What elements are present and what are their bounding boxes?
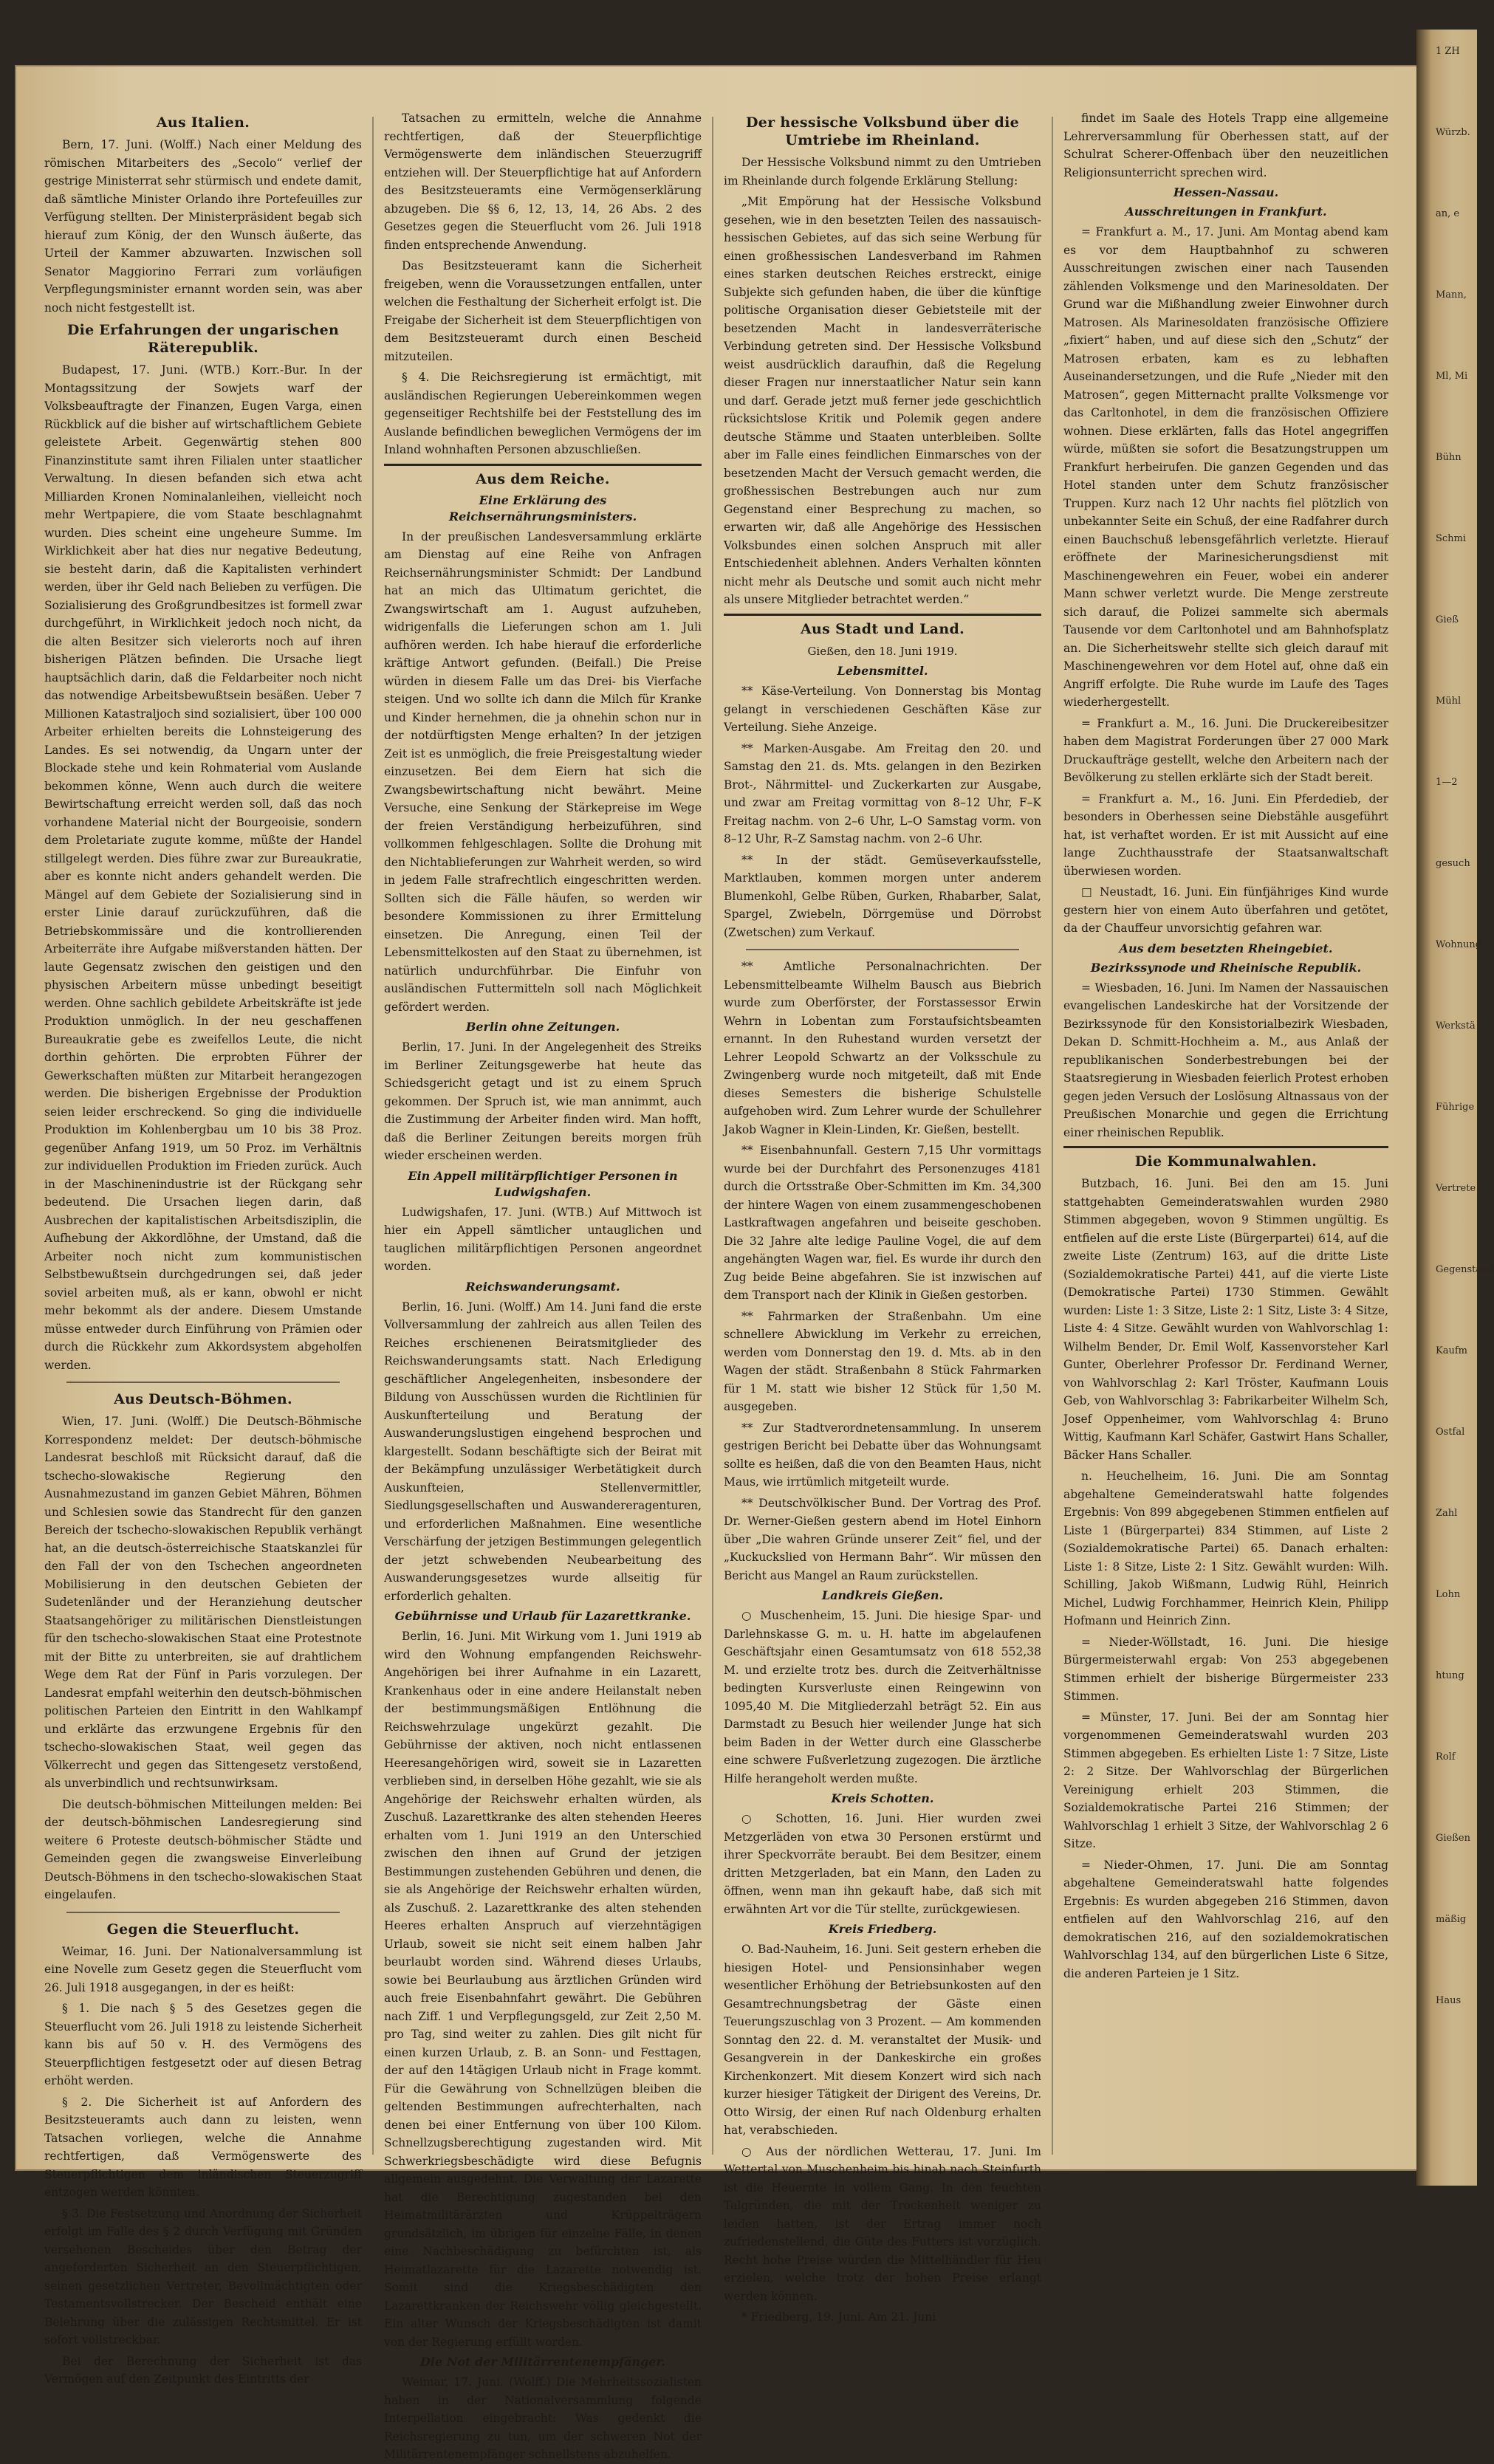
article-paragraph: Weimar, 16. Juni. Der Nationalversammlung ist eine Novelle zum Gesetz gegen die Steuerflucht vom 26. Juli 1918 ausgegangen, in der es heißt: — [44, 1944, 362, 1994]
article-heading: Der hessische Volksbund über die Umtriebe im Rheinland. — [745, 114, 1020, 148]
dateline: Gießen, den 18. Juni 1919. — [807, 644, 958, 658]
article-paragraph: Tatsachen zu ermitteln, welche die Annahme rechtfertigen, daß der Steuerpflichtige Vermögenswerte dem inländischen Steuerzugriff entziehen will. Der Steuerpflichtige hat auf Anfordern des Besitzsteueramts eine Vermögenserklärung abzugeben. Die §§ 6, 12, 13, 14, 26 Abs. 2 des Gesetzes gegen die Steuerflucht vom 26. Juli 1918 finden entsprechende Anwendung. — [384, 111, 702, 252]
bleed-snippet: Mühl — [1436, 696, 1462, 707]
article-paragraph: Die deutsch-böhmischen Mitteilungen melden: Bei der deutsch-böhmischen Landesregierung sind weitere 6 Proteste deutsch-böhmischer Städte und Gemeinden gegen die zwangsweise Einverleibung Deutsch-Böhmens in den tschecho-slowakischen Staat eingelaufen. — [44, 1797, 362, 1901]
article-paragraph: Berlin, 16. Juni. (Wolff.) Am 14. Juni fand die erste Vollversammlung der zahlreich aus allen Teilen des Reiches erschienenen Beiratsmitglieder des Reichswanderungsamts statt. Nach Erledigung geschäftlicher Angelegenheiten, insbesondere der Bildung von Ausschüssen wurden die Richtlinien für Auskunfterteilung und Beratung der Auswanderungslustigen eingehend besprochen und klargestellt. Sodann beschäftigte sich der Beirat mit der Bekämpfung unzulässiger Werbetätigkeit durch Auskunfteien, Stellenvermittler, Siedlungsgesellschaften und Auswandereragenturen, und erforderlichen Maßnahmen. Eine wesentliche Verschärfung der jetzigen Bestimmungen gelegentlich der jetzt schwebenden Neubearbeitung des Auswanderungsgesetzes wurde allseitig für erforderlich gehalten. — [384, 1300, 702, 1603]
article-paragraph: * Friedberg, 19. Juni. Am 21. Juni — [741, 2310, 936, 2324]
section-rule — [384, 464, 702, 466]
bleed-snippet: Rolf — [1436, 1751, 1456, 1763]
section-rule — [1063, 1146, 1388, 1148]
article-subheading: Die Not der Militärrentenempfänger. — [420, 2355, 665, 2369]
article-paragraph: = Nieder-Wöllstadt, 16. Juni. Die hiesige Bürgermeisterwahl ergab: Von 253 abgegebenen Stimmen erhielt der bisherige Bürgermeister 233 Stimmen. — [1063, 1635, 1388, 1703]
column-1 — [44, 109, 362, 2386]
bleed-snippet: Gegenstand — [1436, 1264, 1494, 1275]
article-paragraph: § 4. Die Reichsregierung ist ermächtigt, mit ausländischen Regierungen Uebereinkommen wegen gegenseitiger Rechtshilfe bei der Feststellung des im Auslande befindlichen beweglichen Vermögens der im Inland wohnhaften Personen abzuschließen. — [384, 371, 702, 456]
article-paragraph: = Wiesbaden, 16. Juni. Im Namen der Nassauischen evangelischen Landeskirche hat der Vorsitzende der Bezirkssynode für den Konsistorialbezirk Wiesbaden, Dekan D. Schmitt-Hochheim a. M., aus Anlaß der republikanischen Sonderbestrebungen bei der Staatsregierung in Wiesbaden feierlich Protest erhoben gegen jeden Versuch der Loslösung Altnassaus von der Preußischen Monarchie und gegen die Errichtung einer rheinischen Republik. — [1063, 981, 1388, 1139]
article-paragraph: Bei der Berechnung der Sicherheit ist das Vermögen auf den Zeitpunkt des Eintritts der — [44, 2354, 362, 2386]
article-paragraph: § 1. Die nach § 5 des Gesetzes gegen die Steuerflucht vom 26. Juli 1918 zu leistende Sicherheit kann bis auf 50 v. H. des Vermögens des Steuerpflichtigen festgesetzt oder auf diesen Betrag erhöht werden. — [44, 2002, 362, 2087]
article-separator — [746, 949, 1019, 950]
article-paragraph: = Nieder-Ohmen, 17. Juni. Die am Sonntag abgehaltene Gemeinderatswahl hatte folgendes Ergebnis: Es wurden abgegeben 216 Stimmen, davon entfielen auf den Wahlvorschlag 216, auf den demokratischen 216, auf den sozialdemokratischen Wahlvorschlag 134, auf den bürgerlichen Liste 6 Sitze, die anderen Parteien je 1 Sitz. — [1063, 1858, 1388, 1980]
article-subheading: Hessen-Nassau. — [1173, 185, 1279, 199]
article-paragraph: Butzbach, 16. Juni. Bei den am 15. Juni stattgehabten Gemeinderatswahlen wurden 2980 Stimmen abgegeben, wovon 9 Stimmen ungültig. Es entfielen auf die erste Liste (Bürgerpartei) 614, auf die zweite Liste (Zentrum) 163, auf die dritte Liste (Sozialdemokratische Partei) 441, auf die vierte Liste (Demokratische Partei) 1730 Stimmen. Gewählt wurden: Liste 1: 3 Sitze, Liste 2: 1 Sitz, Liste 3: 4 Sitze, Liste 4: 4 Sitze. Gewählt wurden von Wahlvorschlag 1: Wilhelm Bender, Dr. Emil Wolf, Kassenvorsteher Karl Gunter, Oberlehrer Professor Dr. Ferdinand Werner, von Wahlvorschlag 2: Karl Tröster, Kaufmann Louis Geb, von Wahlvorschlag 3: Fabrikarbeiter Wilhelm Sch, Josef Oppenheimer, vom Wahlvorschlag 4: Bruno Wittig, Kaufmann Karl Schäfer, Gastwirt Hans Schaller, Bäcker Hans Schaller. — [1063, 1177, 1388, 1462]
article-paragraph: Wien, 17. Juni. (Wolff.) Die Deutsch-Böhmische Korrespondenz meldet: Der deutsch-böhmische Landesrat beschloß mit Rücksicht darauf, daß die tschecho-slowakische Regierung den Ausnahmezustand im ganzen Gebiet Mähren, Böhmen und Schlesien sowie das Standrecht für den ganzen Bereich der tschecho-slowakischen Republik verhängt hat, an die deutsch-österreichische Staatskanzlei für den Fall der von den Tschechen angeordneten Mobilisierung in den deutschen Gebieten der Sudetenländer und der Heranziehung deutscher Staatsangehöriger zu militärischen Dienstleistungen für den tschecho-slowakischen Staat eine Protestnote mit der Bitte zu unterbreiten, sie auf drahtlichem Wege dem Rat der Fünf in Paris vorzulegen. Der Landesrat empfahl weiterhin den deutsch-böhmischen politischen Parteien den Eintritt in den Wahlkampf und erklärte das erzwungene Ergebnis für den tschecho-slowakischen Staat, weil gegen das Völkerrecht und gegen das Sittengesetz verstoßend, als unverbindlich und rechtsunwirksam. — [44, 1415, 362, 1790]
article-paragraph: Berlin, 17. Juni. In der Angelegenheit des Streiks im Berliner Zeitungsgewerbe hat heute das Schiedsgericht getagt und ist zu einem Spruch gekommen. Der Spruch ist, wie man annimmt, auch die Zustimmung der Arbeiter finden wird. Man hofft, daß die Berliner Zeitungen bereits morgen früh wieder erscheinen werden. — [384, 1040, 702, 1162]
article-subheading: Berlin ohne Zeitungen. — [465, 1020, 620, 1034]
bleed-snippet: Gießen — [1436, 1833, 1470, 1844]
article-paragraph: ** Käse-Verteilung. Von Donnerstag bis Montag gelangt in verschiedenen Geschäften Käse zur Verteilung. Siehe Anzeige. — [724, 684, 1041, 734]
article-subheading: Ausschreitungen in Frankfurt. — [1125, 205, 1327, 219]
article-paragraph: □ Neustadt, 16. Juni. Ein fünfjähriges Kind wurde gestern hier von einem Auto überfahren und getötet, da der Chauffeur unvorsichtig gefahren war. — [1063, 885, 1388, 935]
article-separator — [66, 1382, 340, 1383]
article-paragraph: ○ Aus der nördlichen Wetterau, 17. Juni. Im Wettertal von Muschenheim bis hinab nach Steinfurth ist die Heuernte in vollem Gang. In den feuchten Talgründen, die mit der Trockenheit weniger zu leiden hatten, ist der Ertrag immer noch zufriedenstellend, die Güte des Futters ist vorzüglich. Recht hohe Preise würden die Mittelhändler für Heu erzielen, welche trotz der hohen Preise erlangt werden können. — [724, 2144, 1041, 2303]
newspaper-page — [15, 65, 1418, 2461]
article-heading: Aus Deutsch-Böhmen. — [114, 1391, 292, 1407]
article-paragraph: = Frankfurt a. M., 16. Juni. Ein Pferdedieb, der besonders in Oberhessen seine Diebstähle ausgeführt hat, ist verhaftet worden. Er ist mit Aussicht auf eine lange Zuchthausstrafe der Staatsanwaltschaft überwiesen worden. — [1063, 792, 1388, 878]
bleed-snippet: Mann, — [1436, 289, 1467, 301]
bleed-snippet: 1 ZH — [1436, 46, 1460, 57]
article-paragraph: O. Bad-Nauheim, 16. Juni. Seit gestern erheben die hiesigen Hotel- und Pensionsinhaber wegen wesentlicher Erhöhung der Betriebsunkosten auf den Gesamtrechnungsbetrag der Gäste einen Teuerungszuschlag von 3 Prozent. — Am kommenden Sonntag den 22. d. M. veranstaltet der Musik- und Gesangverein in der Dankeskirche ein großes Kirchenkonzert. Mit diesem Konzert wird sich nach kurzer hiesiger Tätigkeit der Dirigent des Vereins, Dr. Otto Wirsig, der einen Ruf nach Oldenburg erhalten hat, verabschieden. — [724, 1943, 1041, 2137]
article-paragraph: = Frankfurt a. M., 16. Juni. Die Druckereibesitzer haben dem Magistrat Forderungen über 27 000 Mark Druckaufträge gestellt, welche den Arbeitern nach der Bevölkerung zu stellen erklärte sich der Stadt bereit. — [1063, 716, 1388, 784]
article-paragraph: Der Hessische Volksbund nimmt zu den Umtrieben im Rheinlande durch folgende Erklärung Stellung: — [724, 156, 1041, 188]
bleed-snippet: Vertrete — [1436, 1183, 1476, 1194]
article-paragraph: ** Marken-Ausgabe. Am Freitag den 20. und Samstag den 21. ds. Mts. gelangen in den Bezirken Brot-, Nährmittel- und Zuckerkarten zur Ausgabe, und zwar am Freitag vormittag von 8–12 Uhr, F–K Freitag nachm. von 2–6 Uhr, L–O Samstag vorm. von 8–12 Uhr, R–Z Samstag nachm. von 2–6 Uhr. — [724, 741, 1041, 845]
bleed-snippet: Bühn — [1436, 452, 1462, 463]
article-heading: Aus dem Reiche. — [476, 470, 610, 487]
bleed-snippet: Ml, Mi — [1436, 371, 1468, 382]
article-paragraph: Das Besitzsteueramt kann die Sicherheit freigeben, wenn die Voraussetzungen entfallen, unter welchen die Festhaltung der Sicherheit erfolgt ist. Die Freigabe der Sicherheit ist dem Steuerpflichtigen von dem Besitzsteueramt durch einen Bescheid mitzuteilen. — [384, 259, 702, 363]
article-paragraph: n. Heuchelheim, 16. Juni. Die am Sonntag abgehaltene Gemeinderatswahl hatte folgendes Ergebnis: Von 899 abgegebenen Stimmen entfielen auf Liste 1 (Bürgerpartei) 834 Stimmen, auf Liste 2 (Sozialdemokratische Partei) 65. Danach erhalten: Liste 1: 8 Sitze, Liste 2: 1 Sitz. Gewählt wurden: Wilh. Schilling, Jakob Wißmann, Ludwig Rühl, Heinrich Michel, Ludwig Forchhammer, Heinrich Klein, Philipp Hofmann und Heinrich Zinn. — [1063, 1469, 1388, 1627]
article-subheading: Kreis Friedberg. — [828, 1922, 937, 1936]
column-4 — [1063, 109, 1388, 2162]
article-heading: Die Kommunalwahlen. — [1134, 1153, 1317, 1170]
bleed-snippet: gesuch — [1436, 858, 1470, 869]
column-rule — [712, 117, 713, 2155]
article-paragraph: ** In der städt. Gemüseverkaufsstelle, Marktlauben, kommen morgen unter anderem Blumenkohl, Gelbe Rüben, Gurken, Rhabarber, Salat, Spargel, Zwiebeln, Dörrgemüse und Dörrobst (Zwetschen) zum Verkauf. — [724, 853, 1041, 939]
bleed-snippet: htung — [1436, 1670, 1464, 1681]
article-subheading: Lebensmittel. — [837, 664, 928, 678]
article-paragraph: Budapest, 17. Juni. (WTB.) Korr.-Bur. In der Montagssitzung der Sowjets warf der Volksbeauftragte der Finanzen, Eugen Varga, einen Rückblick auf die bisher auf wirtschaftlichem Gebiete geleistete Arbeit. Gegenwärtig stehen 800 Finanzinstitute samt ihren Filialen unter staatlicher Verwaltung. In diesen befanden sich etwa acht Milliarden Kronen Nominalanleihen, vielleicht noch mehr Wertpapiere, die vom Staate beschlagnahmt wurden. Dies scheint eine ungeheure Summe. Im Wirklichkeit aber hat dies nur negative Bedeutung, sie besteht darin, daß die Kapitalisten verhindert werden, über ihr Geld nach Belieben zu verfügen. Die Sozialisierung des Großgrundbesitzes ist formell zwar durchgeführt, in Wirklichkeit jedoch noch nicht, da die alten Besitzer sich vielerorts noch auf ihren bisherigen Plätzen befinden. Die Ursache liegt hauptsächlich darin, daß die Feldarbeiter noch nicht das notwendige Arbeitsbewußtsein besäßen. Ueber 7 Millionen Katastraljoch sind sozialisiert, über 100 000 Arbeiter erhielten bereits die Lohnsteigerung des Landes. Es sei notwendig, da Ungarn unter der Blockade stehe und kein Rohmaterial vom Auslande bekommen könne, Wenn auch durch die weitere Bewirtschaftung erreicht werden soll, daß das noch vorhandene Material nicht der Bourgeoisie, sondern dem Proletariate zugute komme, müßte der Handel stillgelegt werden. Dies führe zwar zur Bureaukratie, aber es konnte nicht anders gehandelt werden. Die Mängel auf dem Gebiete der Sozialisierung sind in erster Linie darauf zurückzuführen, daß die Betriebskommissäre und die kontrollierenden Arbeiterräte ihre Aufgabe mißverstanden hätten. Der laute Gegensatz zwischen den geistigen und den physischen Arbeitern müsse unbedingt beseitigt werden. Ohne sachlich gebildete Arbeitskräfte ist jede Produktion unmöglich. In der neu geschaffenen Bureaukratie gebe es zweifellos Leute, die nicht dorthin gehörten. Die erprobten Führer der Gewerkschaften müßten zur Mitarbeit herangezogen werden. Die bisherigen Ergebnisse der Produktion seien leider erschreckend. So ging die individuelle Produktion im Kohlenbergbau um 10 bis 38 Proz. gegenüber Anfang 1919, um 50 Proz. im Verhältnis zur individuellen Produktion im Frieden zurück. Auch in der Maschinenindustrie ist der Rückgang sehr bedeutend. Die Ursachen liegen darin, daß Ausbrechen der kapitalistischen Arbeitsdisziplin, die Aufhebung der Akkordlöhne, der Umstand, daß die Arbeiter noch nicht zum kommunistischen Selbstbewußtsein durchgedrungen sei, daß jeder soviel arbeiten muß, als er kann, obwohl er nicht mehr bekommt als der andere. Diesem Umstande müsse entweder durch Einführung von Prämien oder durch die Rückkehr zum Akkordsystem abgeholfen werden. — [44, 363, 362, 1372]
column-2 — [384, 109, 702, 2461]
bleed-snippet: Führige — [1436, 1102, 1475, 1113]
article-paragraph: In der preußischen Landesversammlung erklärte am Dienstag auf eine Reihe von Anfragen Reichsernährungsminister Schmidt: Der Landbund hat an mich das Ultimatum gerichtet, die Zwangswirtschaft am 1. August aufzuheben, widrigenfalls die Lieferungen schon am 1. Juli aufhören werden. Ich habe hierauf die erforderliche kräftige Antwort gefunden. (Beifall.) Die Preise würden in diesem Falle um das Drei- bis Vierfache steigen. Und wo sollte ich dann die Milch für Kranke und Kinder hernehmen, die ja ohnehin schon nur in der notdürftigsten Menge erhalten? In der jetzigen Zeit ist es unmöglich, die freie Preisgestaltung wieder einzusetzen. Bei dem Eiern hat sich die Zwangsbewirtschaftung nicht bewährt. Meine Versuche, eine Senkung der Stärkepreise im Wege der freien Verständigung herbeizuführen, sind vollkommen fehlgeschlagen. Sollte die Drohung mit den Nichtablieferungen zur Wahrheit werden, so wird in jedem Falle strafrechtlich eingeschritten werden. Sollten sich die Fälle häufen, so werden wir besondere Kommissionen zu ihrer Ermittelung einsetzen. Die Anregung, einen Teil der Lebensmittelkosten auf den Staat zu übernehmen, ist natürlich undurchführbar. Die Einfuhr von ausländischen Futtermitteln soll nach Möglichkeit gefördert werden. — [384, 529, 702, 1014]
article-subheading: Ein Appell militärpflichtiger Personen in Ludwigshafen. — [408, 1168, 678, 1199]
article-paragraph: ** Deutschvölkischer Bund. Der Vortrag des Prof. Dr. Werner-Gießen gestern abend im Hotel Einhorn über „Die wahren Gründe unserer Zeit“ fiel, und der „Kuckuckslied von Hermann Bahr“. Wir müssen den Bericht aus Mangel an Raum zurückstellen. — [724, 1496, 1041, 1582]
article-subheading: Eine Erklärung des Reichsernährungsministers. — [448, 493, 637, 524]
bleed-snippet: Werkstä — [1436, 1020, 1476, 1032]
bleed-snippet: Lohn — [1436, 1589, 1461, 1600]
article-paragraph: § 2. Die Sicherheit ist auf Anfordern des Besitzsteueramts auch dann zu leisten, wenn Tatsachen vorliegen, welche die Annahme rechtfertigen, daß Vermögenswerte des Steuerpflichtigen dem inländischen Steuerzugriff entzogen werden könnten. — [44, 2095, 362, 2199]
article-heading: Aus Stadt und Land. — [801, 620, 964, 637]
column-rule — [372, 117, 374, 2155]
bleed-snippet: Kaufm — [1436, 1345, 1467, 1356]
bleed-snippet: an, e — [1436, 208, 1460, 219]
article-paragraph: = Frankfurt a. M., 17. Juni. Am Montag abend kam es vor dem Hauptbahnhof zu schweren Ausschreitungen zwischen einer nach Tausenden zählenden Volksmenge und den Marinesoldaten. Der Grund war die Mißhandlung zweier Einwohner durch Matrosen. Als Marinesoldaten französische Offiziere „fixiert“ haben, und auf diese sich den „Schutz“ der Matrosen erbaten, kam es zu lebhaften Auseinandersetzungen, und die Rufe „Nieder mit den Matrosen“, gegen Mitternacht prallte Volksmenge vor das Carltonhotel, in dem die französischen Offiziere wohnen. Diese erklärten, falls das Hotel angegriffen würde, müßten sie sofort die Besatzungstruppen um Frankfurt herbeirufen. Die ganzen Gegenden und das Hotel standen unter dem Schutz französischer Truppen. Kurz nach 12 Uhr nachts fiel plötzlich von unbekannter Seite ein Schuß, der eine Radfahrer durch einen Bauchschuß lebensgefährlich verletzte. Hierauf eröffnete der Marinesicherungsdienst mit Maschinengewehren ein Feuer, wobei ein anderer Mann schwer verletzt wurde. Die Menge zerstreute sich darauf, die Polizei sammelte sich abermals Tausende vor dem Carltonhotel und am Bahnhofsplatz an. Die Sicherheitswehr stellte sich gleich darauf mit Maschinengewehren vor dem Hotel auf, ohne daß ein Angriff erfolgte. Die Ruhe wurde im Laufe des Tages wiederhergestellt. — [1063, 225, 1388, 709]
article-subheading: Reichswanderungsamt. — [465, 1279, 620, 1294]
article-paragraph: ○ Schotten, 16. Juni. Hier wurden zwei Metzgerläden von etwa 30 Personen erstürmt und ihrer Speckvorräte beraubt. Bei dem Besitzer, einem dritten Metzgerladen, bat ein Mann, den Laden zu öffnen, wenn man ihn gekauft habe, daß sich mit erwähnten Art vor die Tür stellte, zurückgewiesen. — [724, 1812, 1041, 1916]
column-rule — [1052, 117, 1053, 2155]
article-paragraph: ○ Muschenheim, 15. Juni. Die hiesige Spar- und Darlehnskasse G. m. u. H. hatte im abgelaufenen Geschäftsjahr einen Gesamtumsatz von 618 552,38 M. und erzielte trotz bes. durch die Zeitverhältnisse bedingten Kursverluste einen Reingewinn von 1095,40 M. Die Mitgliederzahl beträgt 52. Ein aus Darmstadt zu Besuch hier weilender Junge hat sich beim Baden in der Wetter durch eine Glasscherbe eine schwere Fußverletzung zugezogen. Die ärztliche Hilfe herangeholt werden mußte. — [724, 1609, 1041, 1785]
article-paragraph: = Münster, 17. Juni. Bei der am Sonntag hier vorgenommenen Gemeinderatswahl wurden 203 Stimmen abgegeben. Es erhielten Liste 1: 7 Sitze, Liste 2: 2 Sitze. Der Wahlvorschlag der Bürgerlichen Vereinigung erhielt 203 Stimmen, die Sozialdemokratische Partei 216 Stimmen; der Wahlvorschlag 1 erhielt 3 Sitze, der Wahlvorschlag 2 6 Sitze. — [1063, 1710, 1388, 1850]
bleed-snippet: mäßig — [1436, 1914, 1467, 1925]
bleed-snippet: Schmi — [1436, 533, 1467, 544]
article-heading: Die Erfahrungen der ungarischen Räterepublik. — [66, 322, 340, 356]
article-subheading: Landkreis Gießen. — [821, 1588, 944, 1602]
article-subheading: Gebührnisse und Urlaub für Lazarettkranke. — [394, 1609, 691, 1623]
article-paragraph: Ludwigshafen, 17. Juni. (WTB.) Auf Mittwoch ist hier ein Appell sämtlicher untauglichen und tauglichen militärpflichtigen Personen angeordnet worden. — [384, 1205, 702, 1273]
article-subheading: Aus dem besetzten Rheingebiet. — [1119, 941, 1333, 955]
bleed-snippet: Haus — [1436, 1995, 1462, 2006]
bleed-snippet: Zahl — [1436, 1508, 1458, 1519]
bleed-snippet: Würzb. — [1436, 127, 1470, 138]
article-heading: Gegen die Steuerflucht. — [106, 1921, 300, 1938]
bleed-snippet: Ostfal — [1436, 1427, 1465, 1438]
article-subheading: Bezirkssynode und Rheinische Republik. — [1090, 960, 1362, 975]
article-heading: Aus Italien. — [156, 114, 250, 131]
bleed-snippet: 1—2 — [1436, 777, 1458, 788]
section-rule — [724, 614, 1041, 616]
bleed-snippet: Wohnung — [1436, 939, 1482, 950]
bleed-snippet: Gieß — [1436, 614, 1459, 625]
article-paragraph: Berlin, 16. Juni. Mit Wirkung vom 1. Juni 1919 ab wird den Wohnung empfangenden Reichswehr-Angehörigen bei ihrer Aufnahme in ein Lazarett, Krankenhaus oder in eine andere Heilanstalt neben der bestimmungsmäßigen Entlöhnung die Reichswehrzulage ungekürzt gezahlt. Die Gebührnisse der aktiven, noch nicht entlassenen Heeresangehörigen wird, soweit sie in Lazaretten verblieben sind, in derselben Höhe gezahlt, wie sie als Angehörige der Reichswehr erhalten würden, als Zuschuß. Lazarettkranke des alten stehenden Heeres erhalten vom 1. Juni 1919 an den Unterschied zwischen den ihnen auf Grund der jetzigen Bestimmungen zustehenden Gebühren und denen, die sie als Angehörige der Reichswehr erhalten würden, als Zuschuß. 2. Lazarettkranke des alten stehenden Heeres erhalten Anspruch auf vierzehntägigen Urlaub, soweit sie nicht seit einem halben Jahr beurlaubt worden sind. Während dieses Urlaubs, sowie bei Beurlaubung aus ärztlichen Gründen wird auch freie Eisenbahnfahrt gewährt. Die Gebühren nach Ziff. 1 und Verpflegungsgeld, zur Zeit 2,50 M. pro Tag, sind weiter zu zahlen. Dies gilt nicht für einen kurzen Urlaub, z. B. an Sonn- und Festtagen, der auf den 14tägigen Urlaub nicht in Frage kommt. Für die Gewährung von Schnellzügen bleiben die geltenden Bestimmungen aufrechterhalten, nach denen bei einer Entfernung von über 100 Kilom. Schnellzugsberechtigung zugestanden wird. Mit Schwerkriegsbeschädigte wird diese Befugnis allgemein ausgedehnt. Die Verwaltung der Lazarette hat die Berechtigung zugestanden bei den Heimatmilitärärzten und Krüppelträgern grundsätzlich, im übrigen für einzelne Fälle, in denen eine Nachbeschädigung zu befürchten ist, als Heimatlazarette für die Lazarette notwendig ist. Somit sind die Kriegsbeschädigten den Lazarettkranken der Reichswehr völlig gleichgestellt. Ein alter Wunsch der Kriegsbeschädigten ist damit von der Regierung erfüllt worden. — [384, 1630, 702, 2349]
article-subheading: Kreis Schotten. — [831, 1791, 934, 1805]
article-paragraph: findet im Saale des Hotels Trapp eine allgemeine Lehrerversammlung für Oberhessen statt, auf der Schulrat Scherer-Offenbach über den neuzeitlichen Religionsunterricht sprechen wird. — [1063, 111, 1388, 179]
adjacent-page-edge — [1416, 30, 1494, 2186]
article-paragraph: „Mit Empörung hat der Hessische Volksbund gesehen, wie in den besetzten Teilen des nassauisch-hessischen Gebietes, auf das sich seine Werbung für einen großhessischen Landesverband im Rahmen eines starken deutschen Reiches erstreckt, einige Subjekte sich gefunden haben, die über die künftige politische Organisation dieser Gebietsteile mit der besetzenden Macht in landesverräterische Verbindung getreten sind. Der Hessische Volksbund weist ausdrücklich daraufhin, daß die Regelung dieser Fragen nur innerstaatlicher Natur sein kann und darf. Gerade jetzt muß ferner jede geschichtlich rücksichtslose Kritik und Polemik gegen andere deutsche Stämme und Staaten unterbleiben. Sollte aber im Falle eines feindlichen Einmarsches von der besetzenden Macht der Versuch gemacht werden, die großhessischen Bestrebungen auch nur zum Gegenstand einer Besprechung zu machen, so erwarten wir, daß alle Angehörige des Hessischen Volksbundes einen solchen Anspruch mit aller Entschiedenheit ablehnen. Anders Verhalten könnten nicht mehr als Deutsche und somit auch nicht mehr als unsere Mitglieder betrachtet werden.“ — [724, 195, 1041, 606]
article-paragraph: Bern, 17. Juni. (Wolff.) Nach einer Meldung des römischen Mitarbeiters des „Secolo“ verlief der gestrige Ministerrat sehr stürmisch und endete damit, daß sämtliche Minister Orlando ihre Portefeuilles zur Verfügung stellten. Der Ministerpräsident begab sich hierauf zum König, der den Wunsch äußerte, das Urteil der Kammer abzuwarten. Inzwischen soll Senator Maggiorino Ferrari zum vorläufigen Verpflegungsminister ernannt worden sein, was aber noch nicht festgestellt ist. — [44, 138, 362, 315]
article-paragraph: ** Zur Stadtverordnetensammlung. In unserem gestrigen Bericht bei Debatte über das Wohnungsamt sollte es heißen, daß die von den Beamten Haus, nicht Maus, wie irrtümlich mitgeteilt wurde. — [724, 1421, 1041, 1489]
article-paragraph: ** Amtliche Personalnachrichten. Der Lebensmittelbeamte Wilhelm Bausch aus Biebrich wurde zum Oberförster, der Forstassessor Erwin Wehrn in Lobentan zum Forstaufsichtsbeamten ernannt. In den Ruhestand wurden versetzt der Lehrer Leopold Schwartz an der Volksschule zu Zwingenberg wurde noch mitgeteilt, daß mit Ende dieses Semesters die bisherige Schulstelle aufgehoben wird. Zum Lehrer wurde der Schullehrer Jakob Wagner in Klein-Linden, Kr. Gießen, bestellt. — [724, 960, 1041, 1136]
column-3 — [724, 109, 1041, 2324]
article-paragraph: § 3. Die Festsetzung und Anordnung der Sicherheit erfolgt im Falle des § 2 durch Verfügung mit Gründen versehenen Bescheides über den Betrag der angeforderten Sicherheit an den Steuerpflichtigen, seinen gesetzlichen Vertreter, Bevollmächtigten oder Testamentsvollstrecker. Der Bescheid enthält eine Belehrung über die zulässigen Rechtsmittel. Er ist sofort vollstreckbar. — [44, 2206, 362, 2347]
article-paragraph: ** Eisenbahnunfall. Gestern 7,15 Uhr vormittags wurde bei der Durchfahrt des Personenzuges 4181 durch die Ortsstraße Ober-Schmitten im Km. 34,300 der hintere Wagen von einem zusammengeschobenen Lastkraftwagen angefahren und beiseite geschoben. Die 32 Jahre alte ledige Pauline Vogel, die auf dem angehängten Wagen war, fiel. Es wurde ihr durch den Zug beide Beine abgefahren. Sie ist inzwischen auf dem Transport nach der Klinik in Gießen gestorben. — [724, 1144, 1041, 1302]
article-paragraph: ** Fahrmarken der Straßenbahn. Um eine schnellere Abwicklung im Verkehr zu erreichen, werden vom Donnerstag den 19. d. Mts. ab in den Wagen der städt. Straßenbahn 8 Stück Fahrmarken für 1 M. statt wie bisher 12 Stück für 1,50 M. ausgegeben. — [724, 1309, 1041, 1413]
article-separator — [66, 1912, 340, 1913]
article-paragraph: Weimar, 17. Juni. (Wolff.) Die Mehrheitssozialisten haben in der Nationalversammlung folgende Interpellation eingebracht: Was gedenkt die Reichsregierung zu tun, um der schweren Not der Militärrentenempfänger schnellstens abzuhelfen. — [384, 2375, 702, 2461]
